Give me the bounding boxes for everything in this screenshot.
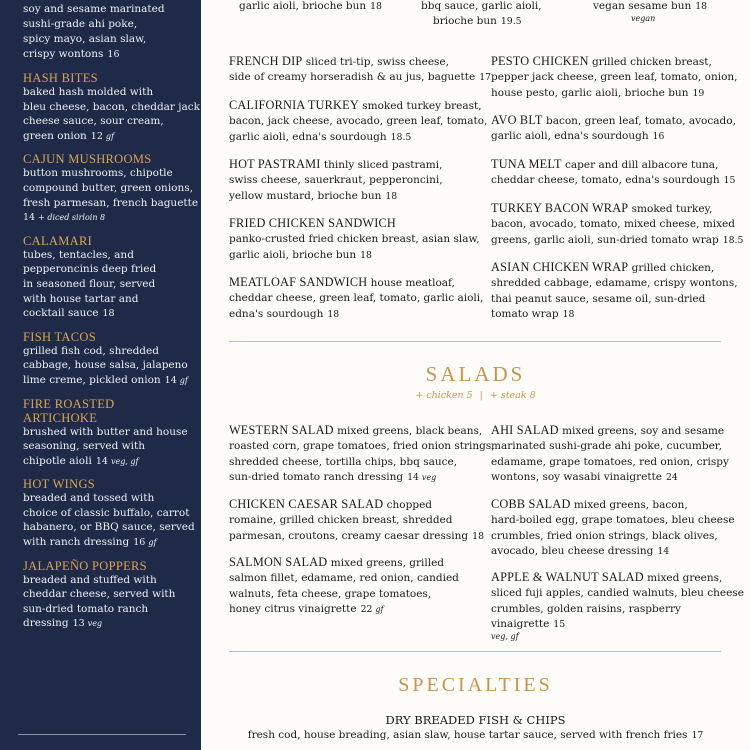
menu-item-jalapeno-poppers bbox=[23, 559, 201, 632]
dietary-tag: veg, gf bbox=[491, 632, 519, 642]
menu-item-desc-line: crumbles, golden raisins, raspberry vinaigrette bbox=[491, 602, 681, 630]
menu-item-cobb-salad bbox=[491, 497, 735, 559]
menu-item-western-salad bbox=[229, 423, 495, 485]
menu-item-desc-line: romaine, grilled chicken breast, shredded bbox=[229, 514, 453, 527]
divider bbox=[18, 734, 186, 735]
cut-off-item-2 bbox=[421, 0, 542, 29]
menu-item-asian-chicken-wrap bbox=[491, 260, 738, 322]
menu-item-title: AVO BLT bbox=[491, 113, 543, 127]
cut-off-appetizer bbox=[23, 2, 201, 62]
menu-item-desc-line: garlic aioli, brioche bun bbox=[229, 248, 357, 261]
menu-item-meatloaf-sandwich bbox=[229, 275, 483, 322]
menu-item-desc-line: cheddar cheese, served with bbox=[23, 588, 176, 601]
menu-item-price: 14 bbox=[164, 374, 177, 386]
menu-item-desc-line: cocktail sauce bbox=[23, 307, 99, 320]
menu-item-desc-line: mixed greens, bacon, bbox=[573, 499, 688, 511]
menu-item-title: FRENCH DIP bbox=[229, 54, 303, 68]
menu-item-title: WESTERN SALAD bbox=[229, 423, 334, 437]
menu-item-desc-line: pepper jack cheese, green leaf, tomato, onion, bbox=[491, 71, 738, 84]
main-menu bbox=[201, 0, 750, 750]
menu-item-desc-line: habanero, or BBQ sauce, served bbox=[23, 521, 195, 534]
menu-item-desc-line: with ranch dressing bbox=[23, 536, 130, 549]
menu-item-title: CAJUN MUSHROOMS bbox=[23, 152, 152, 167]
menu-item-cajun-mushrooms bbox=[23, 152, 201, 225]
menu-item-desc-line: shredded cabbage, edamame, crispy wontons, bbox=[491, 277, 738, 290]
menu-item-desc-line: salmon fillet, edamame, red onion, candied bbox=[229, 572, 459, 585]
menu-item-title: FRIED CHICKEN SANDWICH bbox=[229, 216, 396, 230]
menu-item-price: 14 bbox=[407, 471, 419, 483]
menu-item-desc-line: parmesan, croutons, creamy caesar dressing bbox=[229, 529, 469, 542]
menu-item-desc-line: fresh parmesan, french baguette bbox=[23, 196, 199, 209]
menu-item-desc-line: pepperoncinis deep fried bbox=[23, 263, 157, 276]
add-on-chicken: + chicken 5 bbox=[415, 390, 473, 401]
menu-item-desc-line: cheddar cheese, green leaf, tomato, garlic aioli, bbox=[229, 292, 484, 305]
menu-item-french-dip bbox=[229, 54, 491, 86]
menu-item-title: ASIAN CHICKEN WRAP bbox=[491, 260, 629, 274]
menu-item-desc-line: wontons, soy wasabi vinaigrette bbox=[491, 470, 663, 483]
menu-item-desc-line: breaded and stuffed with bbox=[23, 573, 157, 586]
menu-item-price: 13 bbox=[72, 618, 85, 630]
menu-item-desc-line: tomato wrap bbox=[491, 307, 559, 320]
menu-item-title: HOT PASTRAMI bbox=[229, 157, 321, 171]
menu-item-desc-line: fresh cod, house breading, asian slaw, house tartar sauce, served with french fries bbox=[247, 729, 688, 741]
menu-item-desc-line: smoked turkey, bbox=[628, 203, 713, 215]
menu-item-price: 16 bbox=[107, 49, 120, 60]
menu-item-desc-line: yellow mustard, brioche bun bbox=[229, 189, 382, 202]
menu-item-calamari bbox=[23, 234, 201, 322]
menu-item-desc-line: swiss cheese, sauerkraut, pepperoncini, bbox=[229, 174, 443, 187]
menu-item-desc-line: cheese sauce, sour cream, bbox=[23, 115, 164, 128]
menu-item-title: HASH BITES bbox=[23, 71, 98, 85]
menu-item-desc-line: sun-dried tomato ranch dressing bbox=[229, 470, 404, 483]
dietary-tag: gf bbox=[105, 131, 114, 141]
menu-item-desc-line: bbq sauce, garlic aioli, bbox=[421, 0, 542, 12]
menu-item-tuna-melt bbox=[491, 157, 735, 189]
menu-item-desc-line: garlic aioli, edna's sourdough bbox=[491, 130, 649, 143]
salad-add-ons bbox=[201, 389, 750, 403]
menu-item-price: 17 bbox=[479, 72, 492, 84]
menu-item-title: HOT WINGS bbox=[23, 477, 96, 492]
menu-item-desc-line: grilled chicken, bbox=[628, 262, 715, 274]
menu-item-price: 14 bbox=[95, 455, 108, 467]
menu-item-price: 18.5 bbox=[722, 234, 744, 246]
menu-item-desc-line: sushi-grade ahi poke, bbox=[23, 18, 138, 30]
menu-item-desc-line: button mushrooms, chipotle bbox=[23, 167, 173, 180]
menu-item-desc-line: compound butter, green onions, bbox=[23, 181, 193, 194]
menu-item-desc-line: crispy wontons bbox=[23, 48, 104, 60]
menu-item-salmon-salad bbox=[229, 555, 459, 617]
menu-item-desc-line: thinly sliced pastrami, bbox=[323, 159, 443, 171]
menu-item-hash-bites bbox=[23, 71, 201, 144]
add-on-separator: | bbox=[479, 390, 483, 401]
menu-item-desc-line: edna's sourdough bbox=[229, 307, 324, 320]
appetizer-sidebar bbox=[0, 0, 201, 750]
menu-item-price: 18 bbox=[385, 190, 398, 202]
menu-item-desc-line: garlic aioli, edna's sourdough bbox=[229, 130, 387, 143]
menu-item-desc-line: tubes, tentacles, and bbox=[23, 248, 134, 261]
menu-item-price: 12 bbox=[90, 130, 103, 142]
menu-item-desc-line: greens, garlic aioli, sun-dried tomato wrap bbox=[491, 233, 719, 246]
menu-item-title: CHICKEN CAESAR SALAD bbox=[229, 497, 384, 511]
menu-item-desc-line: honey citrus vinaigrette bbox=[229, 602, 357, 615]
menu-item-title: FISH TACOS bbox=[23, 329, 96, 344]
menu-item-desc-line: seasoning, served with bbox=[23, 440, 146, 453]
menu-item-price: 18 bbox=[370, 1, 382, 12]
menu-item-desc-line: hard-boiled egg, grape tomatoes, bleu cheese bbox=[491, 514, 735, 527]
menu-item-desc-line: cheddar cheese, tomato, edna's sourdough bbox=[491, 174, 720, 187]
menu-item-desc-line: cabbage, house salsa, jalapeno bbox=[23, 359, 188, 372]
section-title-specialties: SPECIALTIES bbox=[398, 674, 553, 696]
menu-item-fire-roasted-artichoke bbox=[23, 397, 201, 470]
menu-item-desc-line: spicy mayo, asian slaw, bbox=[23, 33, 147, 45]
menu-item-hot-pastrami bbox=[229, 157, 443, 204]
menu-item-price: 22 bbox=[360, 603, 373, 615]
dietary-tag: gf bbox=[375, 604, 384, 614]
menu-item-desc-line: mixed greens, grilled bbox=[330, 557, 445, 569]
menu-item-title: COBB SALAD bbox=[491, 497, 571, 511]
menu-item-title: CALAMARI bbox=[23, 233, 93, 248]
menu-item-title: APPLE & WALNUT SALAD bbox=[491, 570, 644, 584]
menu-item-title: AHI SALAD bbox=[491, 423, 559, 437]
menu-item-title: TURKEY BACON WRAP bbox=[491, 201, 629, 215]
dietary-tag: gf bbox=[179, 375, 188, 385]
menu-item-desc-line: soy and sesame marinated bbox=[23, 3, 165, 15]
menu-item-price: 14 bbox=[657, 545, 670, 557]
menu-item-desc-line: chipotle aioli bbox=[23, 454, 92, 467]
menu-item-price: 15 bbox=[553, 618, 566, 630]
menu-item-desc-line: breaded and tossed with bbox=[23, 492, 155, 505]
menu-item-desc-line: bacon, avocado, tomato, mixed cheese, mixed bbox=[491, 218, 735, 231]
menu-item-desc-line: baked hash molded with bbox=[23, 86, 154, 98]
menu-item-price: 18 bbox=[360, 249, 372, 261]
menu-item-title: ARTICHOKE bbox=[23, 410, 98, 425]
menu-item-desc-line: walnuts, feta cheese, grape tomatoes, bbox=[229, 587, 432, 600]
dietary-tag: vegan bbox=[631, 14, 656, 23]
menu-item-title: JALAPEÑO POPPERS bbox=[23, 558, 147, 573]
menu-item-price: 18 bbox=[472, 530, 484, 542]
menu-item-price: 18 bbox=[695, 1, 708, 12]
menu-item-desc-line: sliced fuji apples, candied walnuts, bleu cheese bbox=[491, 587, 744, 600]
dietary-tag: veg bbox=[421, 472, 437, 482]
dietary-tag: veg bbox=[87, 619, 103, 629]
menu-item-desc-line: chopped bbox=[386, 499, 432, 511]
menu-item-desc-line: mixed greens, soy and sesame bbox=[562, 425, 725, 437]
menu-item-title: TUNA MELT bbox=[491, 157, 562, 171]
add-on-steak: + steak 8 bbox=[489, 390, 536, 401]
menu-item-price: 19 bbox=[692, 87, 705, 99]
section-title-salads: SALADS bbox=[425, 362, 526, 386]
menu-item-ahi-salad bbox=[491, 423, 729, 485]
menu-item-desc-line: brioche bun bbox=[433, 15, 497, 27]
menu-item-desc-line: roasted corn, grape tomatoes, fried onion strings, bbox=[229, 440, 495, 453]
menu-item-desc-line: green onion bbox=[23, 129, 87, 142]
dietary-tag: veg, gf bbox=[110, 456, 139, 466]
menu-item-price: 18 bbox=[102, 308, 115, 320]
menu-item-desc-line: house meatloaf, bbox=[370, 277, 455, 289]
menu-item-price: 18 bbox=[562, 308, 575, 320]
section-divider bbox=[229, 651, 721, 652]
menu-item-fish-and-chips-title: DRY BREADED FISH & CHIPS bbox=[385, 713, 566, 727]
menu-item-price: 17 bbox=[691, 730, 704, 741]
menu-item-desc-line: in seasoned flour, served bbox=[23, 277, 156, 290]
menu-item-price: 16 bbox=[652, 131, 665, 143]
menu-item-desc-line: house pesto, garlic aioli, brioche bun bbox=[491, 86, 689, 99]
menu-item-desc-line: garlic aioli, brioche bun bbox=[239, 0, 367, 12]
menu-item-desc-line: mixed greens, black beans, bbox=[337, 425, 483, 437]
menu-item-desc-line: crumbles, fried onion strings, black olives, bbox=[491, 529, 718, 542]
menu-item-turkey-bacon-wrap bbox=[491, 201, 743, 248]
menu-item-price: 18.5 bbox=[390, 131, 412, 143]
menu-item-price: 24 bbox=[666, 471, 678, 483]
section-divider bbox=[229, 341, 721, 342]
menu-item-desc-line: sliced tri-tip, swiss cheese, bbox=[305, 56, 449, 68]
menu-item-desc-line: marinated sushi-grade ahi poke, cucumber, bbox=[491, 440, 722, 453]
dietary-tag: gf bbox=[148, 538, 157, 548]
menu-item-title: CALIFORNIA TURKEY bbox=[229, 98, 359, 112]
add-on-note: + diced sirloin 8 bbox=[38, 213, 106, 223]
menu-item-desc-line: panko-crusted fried chicken breast, asian slaw, bbox=[229, 233, 480, 246]
menu-item-desc-line: sun-dried tomato ranch bbox=[23, 602, 149, 615]
menu-item-desc-line: vegan sesame bun bbox=[593, 0, 692, 12]
cut-off-item-1 bbox=[239, 0, 382, 14]
menu-item-desc-line: caper and dill albacore tuna, bbox=[565, 159, 719, 171]
menu-item-desc-line: bleu cheese, bacon, cheddar jack bbox=[23, 100, 201, 113]
menu-item-california-turkey bbox=[229, 98, 487, 145]
menu-item-price: 15 bbox=[723, 175, 736, 187]
menu-item-chicken-caesar-salad bbox=[229, 497, 484, 544]
menu-item-title: PESTO CHICKEN bbox=[491, 54, 589, 68]
menu-item-desc-line: mixed greens, bbox=[647, 572, 723, 584]
menu-item-desc-line: dressing bbox=[23, 617, 69, 630]
menu-item-fish-and-chips bbox=[201, 728, 750, 743]
menu-item-price: 19.5 bbox=[500, 16, 522, 27]
menu-item-desc-line: with house tartar and bbox=[23, 292, 139, 305]
menu-item-price: 16 bbox=[133, 537, 146, 549]
menu-item-desc-line: grilled chicken breast, bbox=[592, 56, 712, 68]
menu-item-hot-wings bbox=[23, 477, 201, 550]
menu-item-desc-line: grilled fish cod, shredded bbox=[23, 344, 159, 357]
menu-item-desc-line: bacon, jack cheese, avocado, green leaf, tomato, bbox=[229, 115, 488, 128]
cut-off-item-3 bbox=[593, 0, 707, 24]
menu-item-price: 14 bbox=[23, 212, 36, 224]
menu-item-desc-line: choice of classic buffalo, carrot bbox=[23, 506, 190, 519]
menu-item-desc-line: side of creamy horseradish & au jus, baguette bbox=[229, 71, 476, 84]
menu-item-title: SALMON SALAD bbox=[229, 555, 328, 569]
menu-item-title: FIRE ROASTED bbox=[23, 396, 115, 411]
menu-item-desc-line: edamame, grape tomatoes, red onion, crispy bbox=[491, 455, 729, 468]
menu-item-fried-chicken-sandwich bbox=[229, 216, 480, 263]
menu-item-title: MEATLOAF SANDWICH bbox=[229, 275, 368, 289]
menu-item-price: 18 bbox=[327, 308, 340, 320]
menu-item-desc-line: avocado, bleu cheese dressing bbox=[491, 544, 654, 557]
menu-item-desc-line: brushed with butter and house bbox=[23, 425, 188, 438]
menu-item-pesto-chicken bbox=[491, 54, 738, 101]
menu-item-desc-line: bacon, green leaf, tomato, avocado, bbox=[545, 115, 736, 127]
menu-item-desc-line: lime creme, pickled onion bbox=[23, 373, 161, 386]
menu-item-desc-line: smoked turkey breast, bbox=[362, 100, 482, 112]
menu-item-avo-blt bbox=[491, 113, 736, 145]
menu-item-apple-walnut-salad bbox=[491, 570, 750, 642]
menu-item-desc-line: shredded cheese, tortilla chips, bbq sauce, bbox=[229, 455, 458, 468]
menu-item-fish-tacos bbox=[23, 330, 201, 389]
menu-item-desc-line: thai peanut sauce, sesame oil, sun-dried bbox=[491, 292, 706, 305]
